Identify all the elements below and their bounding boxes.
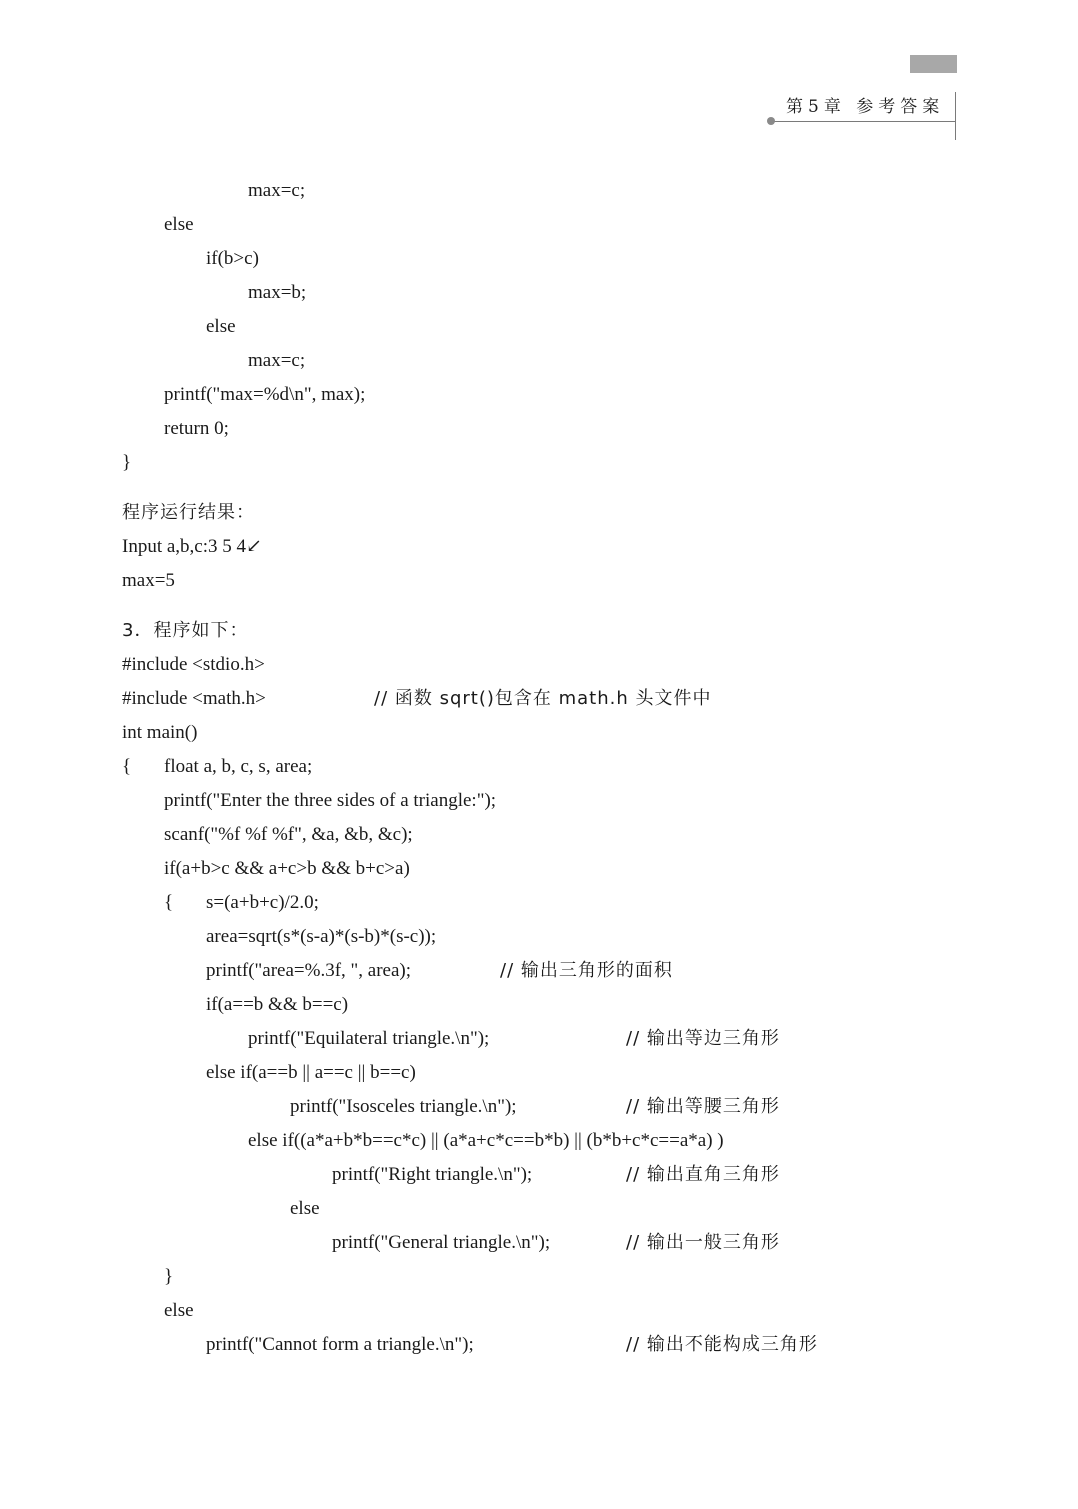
code-line: int main() [122,722,198,743]
code-line: #include <stdio.h> [122,654,265,675]
code-line: printf("max=%d\n", max); [164,384,366,405]
code-line: max=c; [248,180,306,201]
code-line: } [122,452,132,473]
code-comment: // 输出不能构成三角形 [626,1334,818,1355]
section-heading: 3．程序如下： [122,620,249,641]
header-rule-dot [767,117,775,125]
code-line: { [164,892,174,913]
code-comment: // 输出直角三角形 [626,1164,780,1185]
code-line: max=b; [248,282,307,303]
code-line: #include <math.h> [122,688,266,709]
code-line: else [290,1198,320,1219]
code-comment: // 输出等腰三角形 [626,1096,780,1117]
result-heading: 程序运行结果： [122,502,255,523]
code-comment: // 函数 sqrt()包含在 math.h 头文件中 [374,688,712,709]
output-line: max=5 [122,570,175,591]
code-line: else if((a*a+b*b==c*c) || (a*a+c*c==b*b) || (b*b+c*c==a*a) ) [248,1130,724,1151]
code-line: max=c; [248,350,306,371]
code-line: printf("area=%.3f, ", area); [206,960,412,981]
header-gray-block [910,55,957,73]
code-line: else [164,214,194,235]
code-comment: // 输出一般三角形 [626,1232,780,1253]
header-rule [771,121,956,122]
code-line: { [122,756,132,777]
code-line: printf("Right triangle.\n"); [332,1164,533,1185]
code-line: printf("Isosceles triangle.\n"); [290,1096,517,1117]
code-line: } [164,1266,174,1287]
output-line: Input a,b,c:3 5 4↙ [122,536,262,557]
code-line: if(a==b && b==c) [206,994,349,1015]
code-line: return 0; [164,418,229,439]
code-line: printf("Enter the three sides of a triangle:"); [164,790,497,811]
code-line: printf("Cannot form a triangle.\n"); [206,1334,474,1355]
code-line: printf("General triangle.\n"); [332,1232,551,1253]
code-line: float a, b, c, s, area; [164,756,313,777]
header-vertical-rule [955,92,956,140]
code-line: printf("Equilateral triangle.\n"); [248,1028,490,1049]
code-line: if(b>c) [206,248,259,269]
code-comment: // 输出等边三角形 [626,1028,780,1049]
chapter-header: 第5章 参考答案 [786,97,945,117]
code-line: else [164,1300,194,1321]
code-comment: // 输出三角形的面积 [500,960,673,981]
code-line: if(a+b>c && a+c>b && b+c>a) [164,858,410,879]
code-line: scanf("%f %f %f", &a, &b, &c); [164,824,413,845]
code-line: area=sqrt(s*(s-a)*(s-b)*(s-c)); [206,926,437,947]
code-line: s=(a+b+c)/2.0; [206,892,319,913]
code-line: else if(a==b || a==c || b==c) [206,1062,416,1083]
code-line: else [206,316,236,337]
